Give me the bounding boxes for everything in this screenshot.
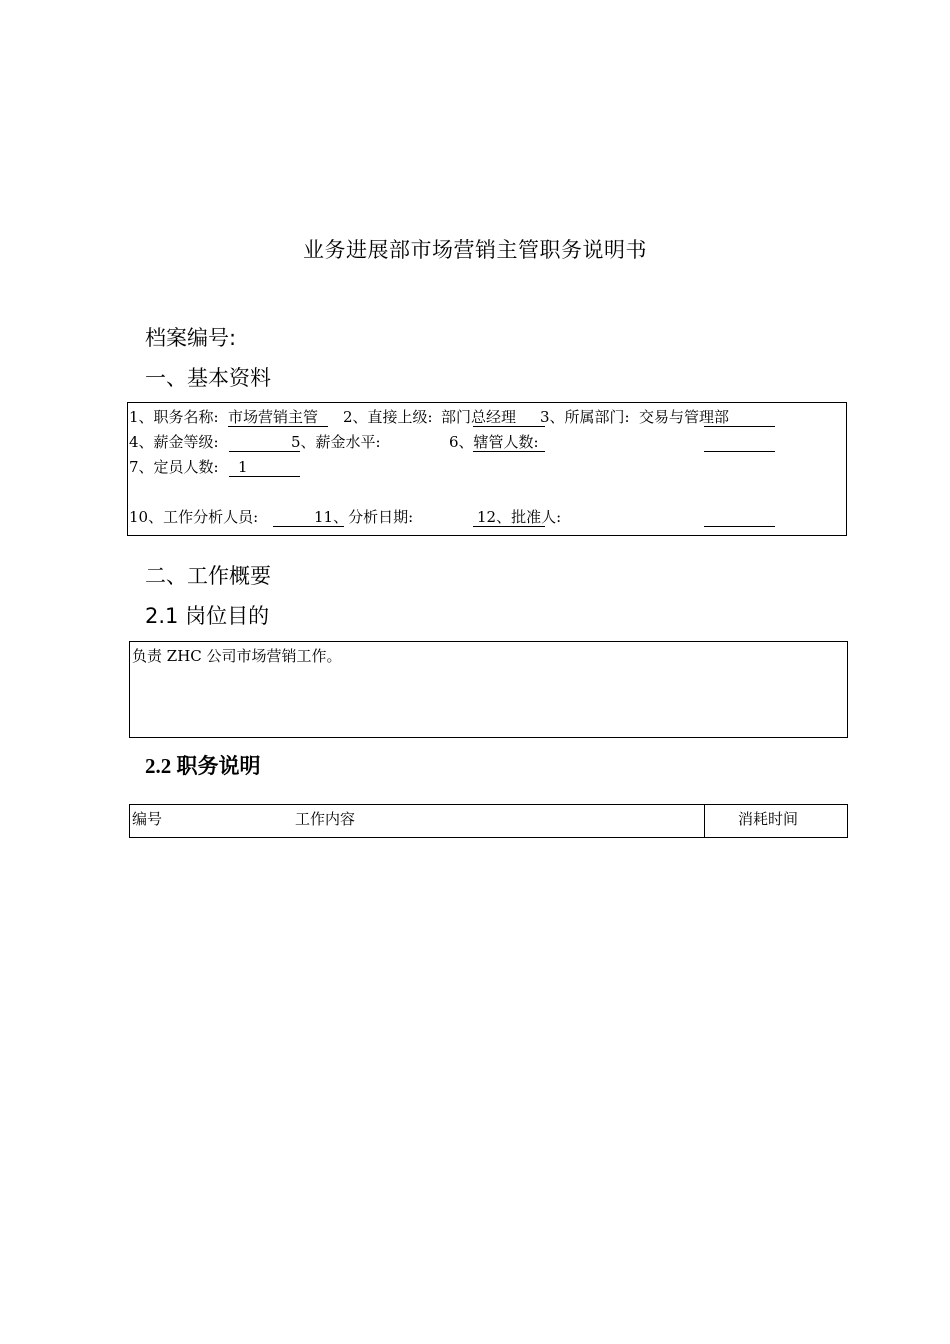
- department-value: 交易与管理部: [639, 408, 730, 426]
- section-work-summary-heading: 二、工作概要: [145, 564, 271, 588]
- blank-underline-right: [704, 451, 775, 452]
- department-underline: [704, 426, 775, 427]
- section-duty-description-heading: 2.2 职务说明: [145, 754, 261, 778]
- purpose-text: 负责 ZHC 公司市场营销工作。: [132, 647, 342, 665]
- approver-underline: [473, 526, 545, 527]
- duty-col-content: 工作内容: [295, 810, 356, 828]
- job-name-label: 1、职务名称:: [129, 408, 219, 426]
- superior-underline: [473, 426, 545, 427]
- analyst-underline: [273, 526, 344, 527]
- headcount-label: 7、定员人数:: [129, 458, 219, 476]
- analysis-date-label: 11、分析日期:: [314, 508, 414, 526]
- duty-table-divider: [704, 804, 705, 838]
- section-basic-info-heading: 一、基本资料: [145, 366, 271, 390]
- managed-count-underline: [473, 451, 545, 452]
- analyst-label: 10、工作分析人员:: [129, 508, 259, 526]
- approver-right-underline: [704, 526, 775, 527]
- file-number-label: 档案编号:: [145, 326, 237, 350]
- job-name-underline: [228, 426, 328, 427]
- approver-label: 12、批准人:: [477, 508, 562, 526]
- job-name-value: 市场营销主管: [228, 408, 319, 426]
- superior-value: 部门总经理: [441, 408, 517, 426]
- salary-level-label: 5、薪金水平:: [291, 433, 381, 451]
- headcount-underline: [229, 476, 300, 477]
- department-label: 3、所属部门:: [540, 408, 630, 426]
- salary-grade-label: 4、薪金等级:: [129, 433, 219, 451]
- superior-label: 2、直接上级:: [343, 408, 433, 426]
- duty-col-number: 编号: [132, 810, 163, 828]
- salary-grade-underline: [229, 451, 300, 452]
- duty-col-time: 消耗时间: [738, 810, 799, 828]
- section-position-purpose-heading: 2.1 岗位目的: [145, 604, 270, 628]
- managed-count-label: 6、辖管人数:: [449, 433, 539, 451]
- page-title: 业务进展部市场营销主管职务说明书: [303, 238, 647, 262]
- headcount-value: 1: [238, 458, 248, 476]
